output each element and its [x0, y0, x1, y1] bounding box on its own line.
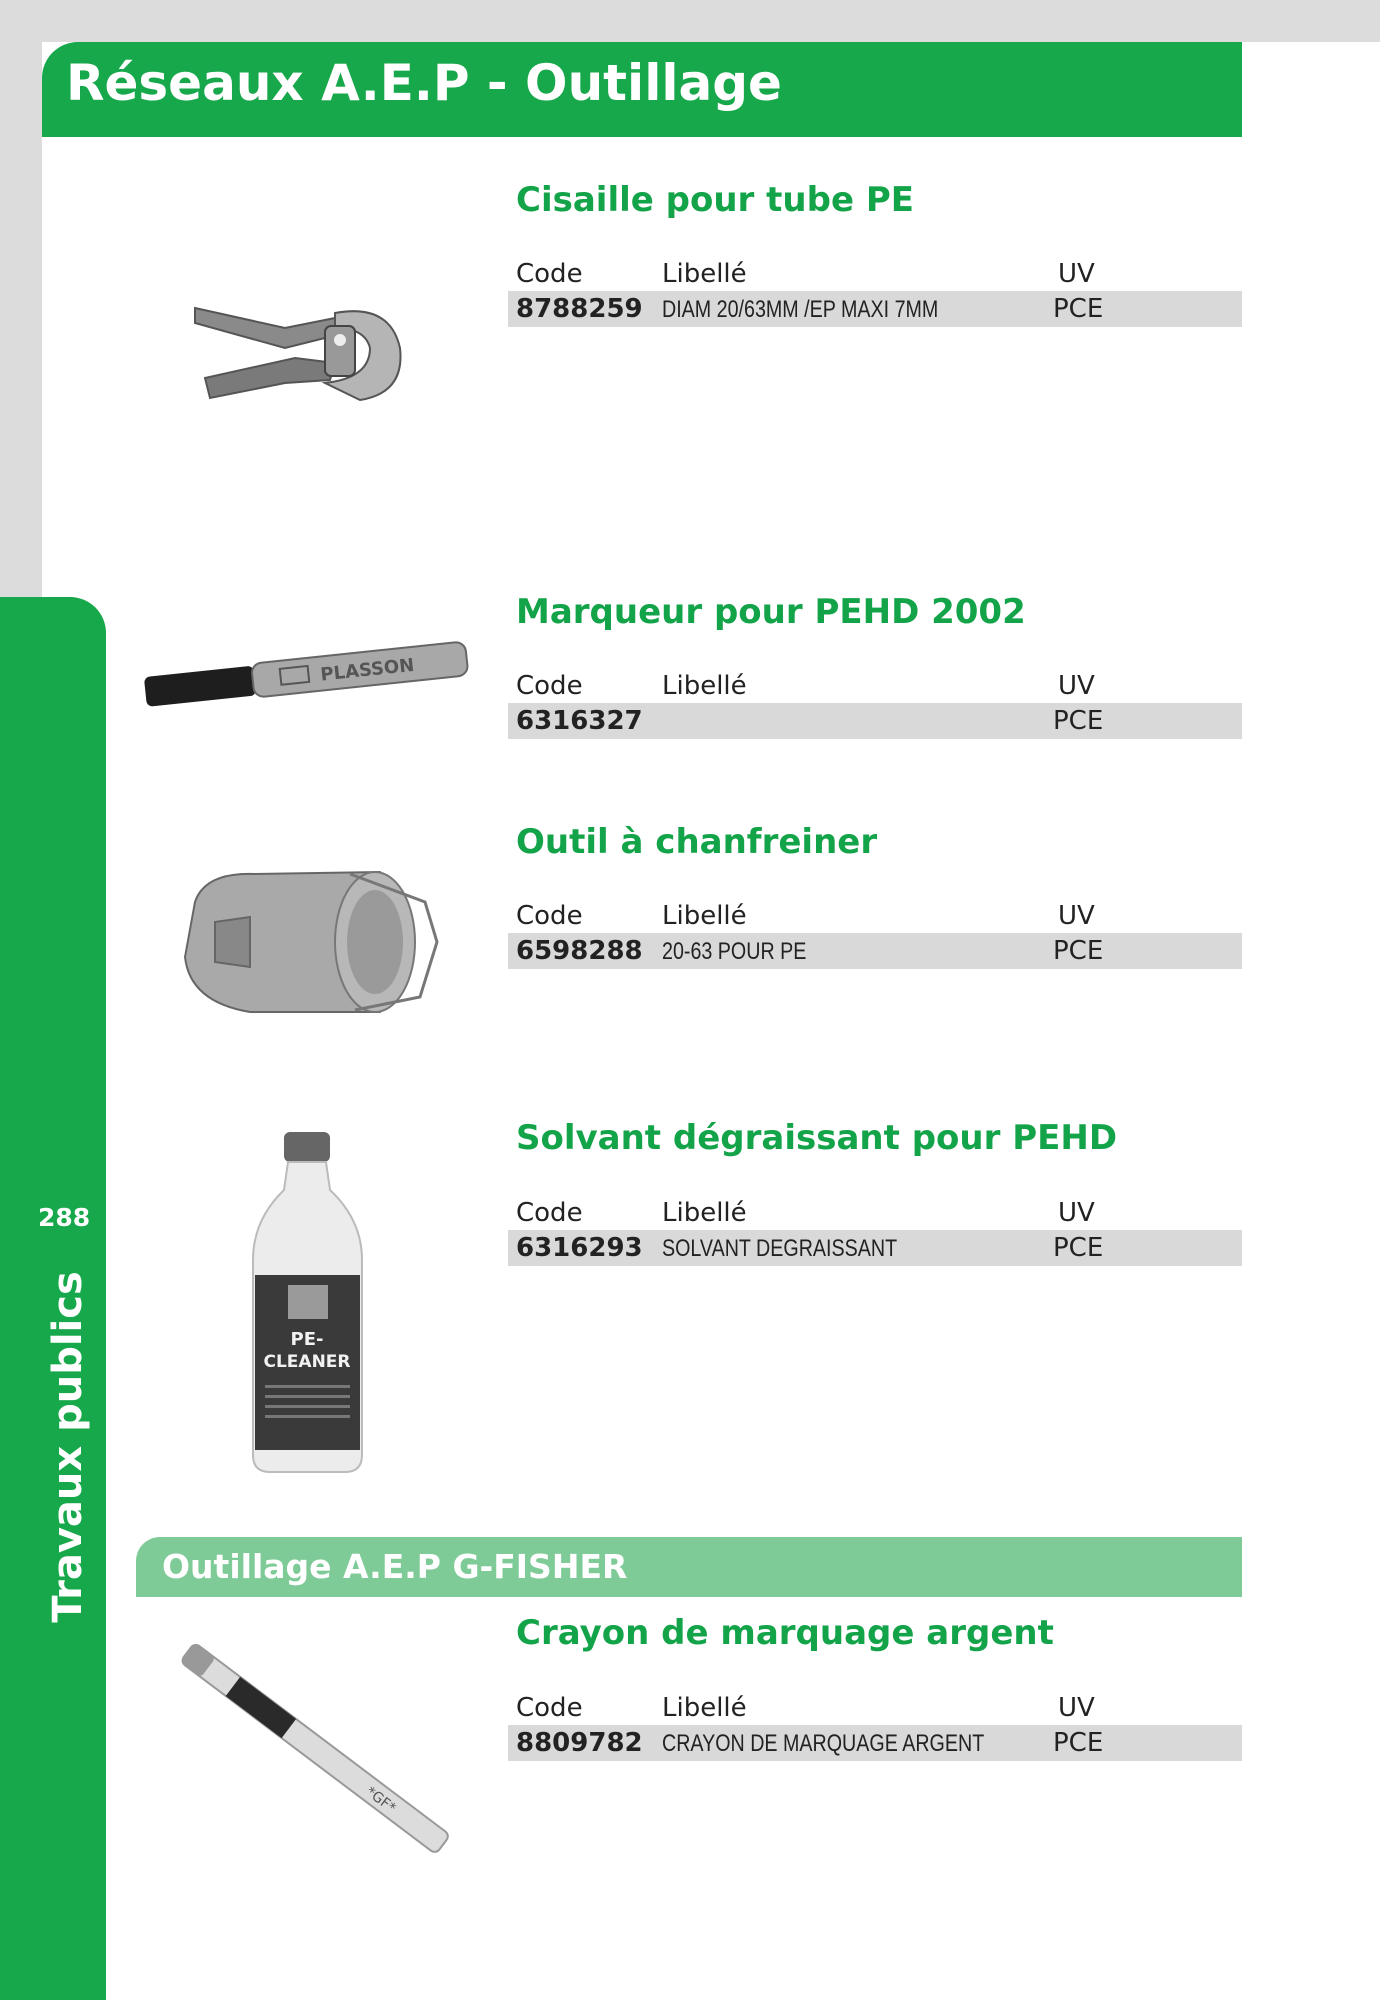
- product-code: 6598288: [516, 936, 643, 966]
- libelle-header: Libellé: [662, 259, 747, 289]
- chamfer-tool-icon: [175, 862, 445, 1022]
- side-tab: [0, 597, 106, 2000]
- product-title: Solvant dégraissant pour PEHD: [516, 1118, 1118, 1158]
- libelle-header: Libellé: [662, 671, 747, 701]
- table-header: [508, 1689, 1242, 1725]
- table-header: [508, 897, 1242, 933]
- product-uv: PCE: [1053, 706, 1104, 736]
- marker-brand-label: PLASSON: [319, 654, 416, 686]
- product-libelle: DIAM 20/63MM /EP MAXI 7MM: [662, 296, 939, 323]
- marker-icon: [140, 630, 475, 710]
- code-header: Code: [516, 901, 583, 931]
- libelle-header: Libellé: [662, 901, 747, 931]
- solvent-bottle-icon: [250, 1130, 365, 1475]
- table-header: [508, 1194, 1242, 1230]
- pipe-cutter-icon: [185, 288, 425, 413]
- uv-header: UV: [1058, 671, 1095, 701]
- product-uv: PCE: [1053, 936, 1104, 966]
- header-bar: [42, 42, 1242, 137]
- table-header: [508, 667, 1242, 703]
- bottle-label-line-1: PE-: [290, 1329, 324, 1350]
- libelle-header: Libellé: [662, 1198, 747, 1228]
- code-header: Code: [516, 1693, 583, 1723]
- uv-header: UV: [1058, 1693, 1095, 1723]
- table-row: [508, 291, 1242, 327]
- uv-header: UV: [1058, 901, 1095, 931]
- table-row: [508, 1725, 1242, 1761]
- product-uv: PCE: [1053, 1728, 1104, 1758]
- uv-header: UV: [1058, 1198, 1095, 1228]
- code-header: Code: [516, 259, 583, 289]
- left-frame: [0, 42, 42, 597]
- product-uv: PCE: [1053, 294, 1104, 324]
- section-bar: [136, 1537, 1242, 1597]
- product-table: [508, 255, 1242, 327]
- product-table: [508, 667, 1242, 739]
- code-header: Code: [516, 671, 583, 701]
- product-code: 6316293: [516, 1233, 643, 1263]
- page-number: 288: [38, 1203, 91, 1232]
- table-row: [508, 933, 1242, 969]
- product-table: [508, 897, 1242, 969]
- product-code: 8809782: [516, 1728, 643, 1758]
- product-libelle: CRAYON DE MARQUAGE ARGENT: [662, 1730, 985, 1757]
- libelle-header: Libellé: [662, 1693, 747, 1723]
- product-title: Marqueur pour PEHD 2002: [516, 592, 1026, 632]
- product-table: [508, 1194, 1242, 1266]
- side-label: Travaux publics: [45, 1271, 91, 1623]
- table-row: [508, 1230, 1242, 1266]
- product-title: Outil à chanfreiner: [516, 822, 878, 862]
- marking-pencil-icon: [165, 1625, 475, 1880]
- bottle-label-line-2: CLEANER: [263, 1352, 351, 1372]
- table-row: [508, 703, 1242, 739]
- section-title: Outillage A.E.P G-FISHER: [162, 1547, 628, 1586]
- product-code: 8788259: [516, 294, 643, 324]
- product-uv: PCE: [1053, 1233, 1104, 1263]
- product-libelle: SOLVANT DEGRAISSANT: [662, 1235, 898, 1262]
- product-title: Crayon de marquage argent: [516, 1613, 1054, 1653]
- code-header: Code: [516, 1198, 583, 1228]
- pencil-brand-label: *GF*: [362, 1783, 399, 1817]
- product-table: [508, 1689, 1242, 1761]
- uv-header: UV: [1058, 259, 1095, 289]
- page-title: Réseaux A.E.P - Outillage: [66, 54, 782, 112]
- product-code: 6316327: [516, 706, 643, 736]
- top-frame: [0, 0, 1380, 42]
- product-title: Cisaille pour tube PE: [516, 180, 914, 220]
- product-libelle: 20-63 POUR PE: [662, 938, 807, 965]
- table-header: [508, 255, 1242, 291]
